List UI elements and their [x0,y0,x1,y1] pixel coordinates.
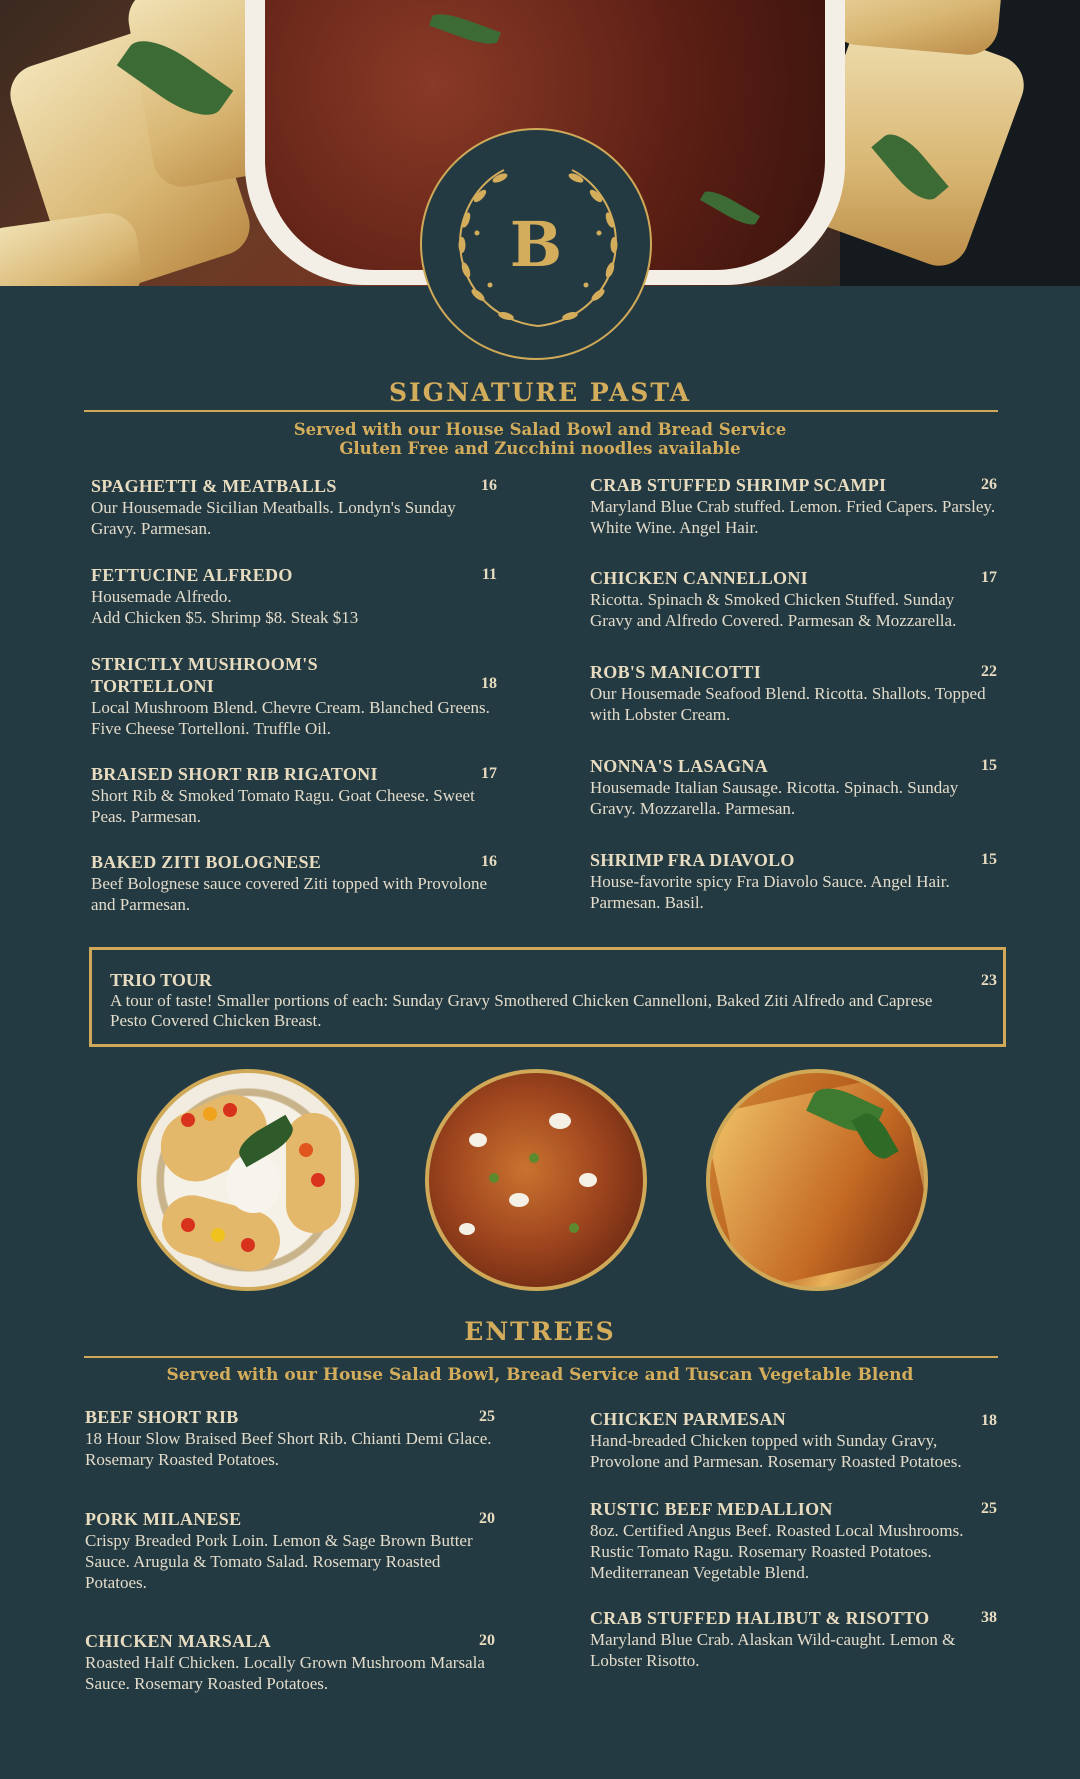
item-description: Maryland Blue Crab. Alaskan Wild-caught. Lemon & Lobster Risotto. [590,1630,956,1670]
item-name: CHICKEN CANNELLONI [590,568,808,588]
item-name: CRAB STUFFED SHRIMP SCAMPI [590,475,887,495]
item-description: Short Rib & Smoked Tomato Ragu. Goat Cheese. Sweet Peas. Parmesan. [91,786,475,826]
menu-item [590,849,1000,913]
trio-tour-box [89,947,1006,1047]
menu-item [590,1498,1000,1583]
item-description: Ricotta. Spinach & Smoked Chicken Stuffed. Sunday Gravy and Alfredo Covered. Parmesan & Mozzarella. [590,590,957,630]
item-price: 15 [981,757,997,774]
item-name: BRAISED SHORT RIB RIGATONI [91,764,378,784]
entrees-title: ENTREES [464,1317,616,1346]
item-description: Our Housemade Seafood Blend. Ricotta. Shallots. Topped with Lobster Cream. [590,684,986,724]
menu-item [590,755,1000,819]
item-description: Roasted Half Chicken. Locally Grown Mushroom Marsala Sauce. Rosemary Roasted Potatoes. [85,1653,485,1693]
item-price: 16 [481,853,497,870]
item-description: Hand-breaded Chicken topped with Sunday Gravy, Provolone and Parmesan. Rosemary Roasted Potatoes. [590,1431,962,1471]
menu-item [590,567,1000,631]
menu-item [91,653,501,739]
item-price: 20 [479,1632,495,1649]
menu-item [590,1607,1000,1671]
item-name: CRAB STUFFED HALIBUT & RISOTTO [590,1608,930,1628]
menu-item [590,474,1000,538]
item-name: SPAGHETTI & MEATBALLS [91,476,337,496]
section-divider [84,410,998,412]
item-description: 8oz. Certified Angus Beef. Roasted Local Mushrooms. Rustic Tomato Ragu. Rosemary Roasted Potatoes. Mediterranean Vegetable Blend. [590,1521,964,1582]
item-price: 16 [481,477,497,494]
section-divider [84,1356,998,1358]
item-price: 26 [981,476,997,493]
menu-item [85,1406,495,1470]
menu-item [590,661,1000,725]
item-name: BAKED ZITI BOLOGNESE [91,852,322,872]
item-description: Maryland Blue Crab stuffed. Lemon. Fried Capers. Parsley. White Wine. Angel Hair. [590,497,996,537]
bruschetta-photo [137,1069,359,1291]
item-price: 17 [481,765,497,782]
menu-item [590,1408,1000,1472]
signature-pasta-subtitle-2: Gluten Free and Zucchini noodles available [339,439,741,458]
item-price: 18 [981,1412,997,1429]
logo-badge [420,128,652,360]
item-name: PORK MILANESE [85,1509,242,1529]
item-name: CHICKEN PARMESAN [590,1409,786,1429]
item-description: Housemade Italian Sausage. Ricotta. Spinach. Sunday Gravy. Mozzarella. Parmesan. [590,778,959,818]
signature-pasta-title: SIGNATURE PASTA [389,378,691,407]
menu-item [91,851,501,915]
item-name: NONNA'S LASAGNA [590,756,769,776]
item-price: 22 [981,663,997,680]
item-description: Beef Bolognese sauce covered Ziti topped with Provolone and Parmesan. [91,874,488,914]
item-name: STRICTLY MUSHROOM'S TORTELLONI [91,654,318,696]
item-name: ROB'S MANICOTTI [590,662,762,682]
item-price: 11 [481,566,497,583]
item-description: Our Housemade Sicilian Meatballs. Londyn's Sunday Gravy. Parmesan. [91,498,456,538]
item-description: 18 Hour Slow Braised Beef Short Rib. Chianti Demi Glace. Rosemary Roasted Potatoes. [85,1429,492,1469]
item-description: Local Mushroom Blend. Chevre Cream. Blanched Greens. Five Cheese Tortelloni. Truffle Oil. [91,698,490,738]
logo-letter: B [509,207,563,281]
menu-item [85,1508,495,1593]
item-price: 25 [981,1500,997,1517]
item-description: House-favorite spicy Fra Diavolo Sauce. Angel Hair. Parmesan. Basil. [590,872,950,912]
item-name: RUSTIC BEEF MEDALLION [590,1499,833,1519]
entrees-subtitle: Served with our House Salad Bowl, Bread Service and Tuscan Vegetable Blend [166,1365,914,1385]
menu-item [91,564,501,628]
menu-item [85,1630,495,1694]
rigatoni-photo [425,1069,647,1291]
signature-pasta-subtitle-1: Served with our House Salad Bowl and Bread Service [293,420,787,439]
item-name: CHICKEN MARSALA [85,1631,272,1651]
item-description: Crispy Breaded Pork Loin. Lemon & Sage Brown Butter Sauce. Arugula & Tomato Salad. Rosemary Roasted Potatoes. [85,1531,473,1592]
lasagna-photo [706,1069,928,1291]
menu-item [91,475,501,539]
item-price: 25 [479,1408,495,1425]
item-name: FETTUCINE ALFREDO [91,565,293,585]
item-name: BEEF SHORT RIB [85,1407,239,1427]
item-name: TRIO TOUR [110,970,212,990]
item-price: 38 [981,1609,997,1626]
item-description: A tour of taste! Smaller portions of each: Sunday Gravy Smothered Chicken Cannelloni, Baked Ziti Alfredo and Caprese Pesto Covered Chicken Breast. [110,991,933,1030]
item-price: 23 [981,972,997,989]
item-price: 18 [481,675,497,692]
item-price: 20 [479,1510,495,1527]
item-price: 17 [981,569,997,586]
item-price: 15 [981,851,997,868]
menu-item [91,763,501,827]
item-name: SHRIMP FRA DIAVOLO [590,850,795,870]
item-description: Housemade Alfredo. Add Chicken $5. Shrimp $8. Steak $13 [91,587,359,627]
